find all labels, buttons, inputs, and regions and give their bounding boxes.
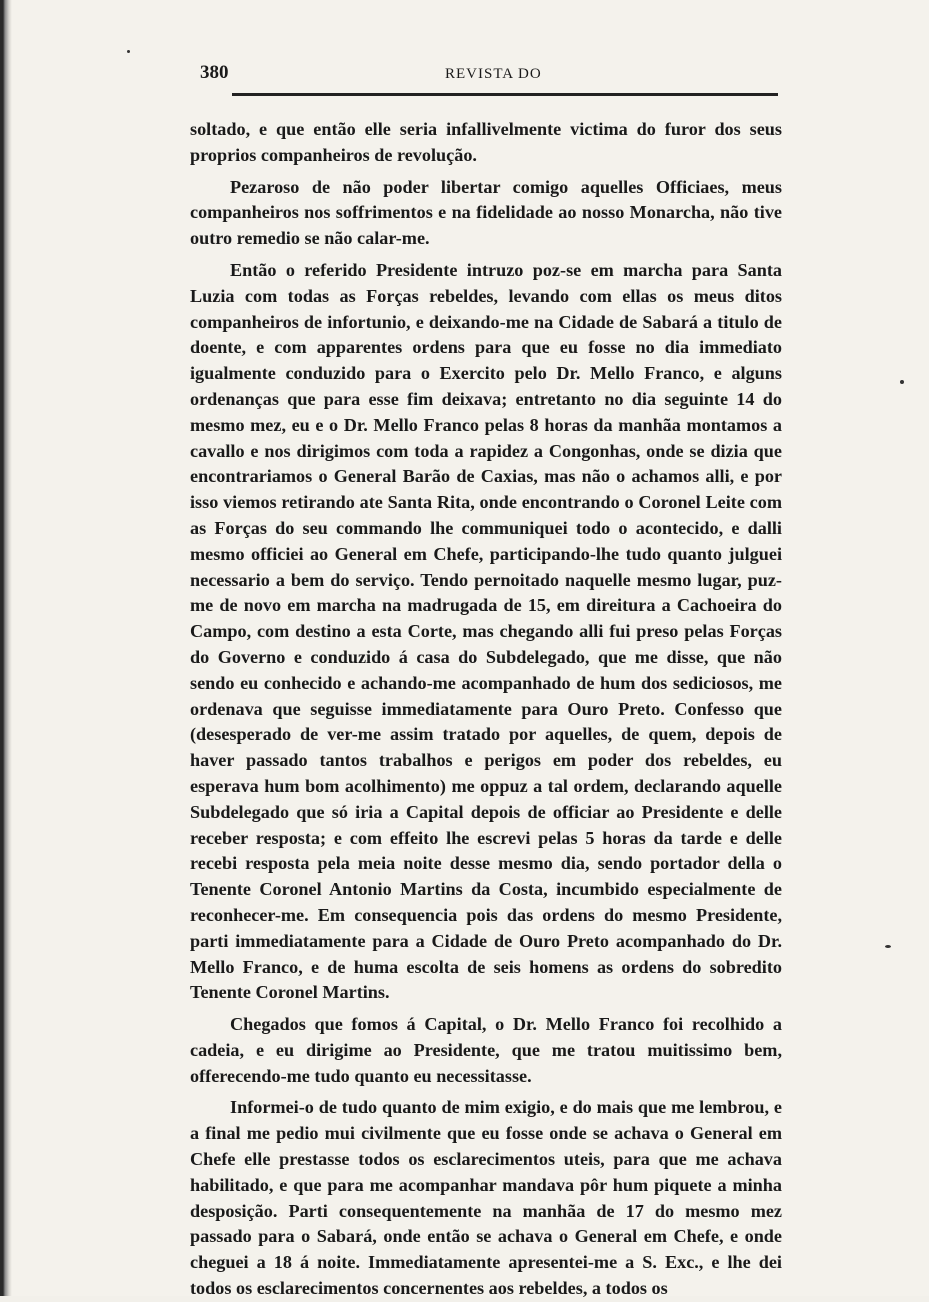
running-title: REVISTA DO xyxy=(445,66,542,82)
header-rule xyxy=(232,93,778,96)
paragraph: Pezaroso de não poder libertar comigo aquelles Officiaes, meus companheiros nos soffrimentos e na fidelidade ao nosso Monarcha, não tive outro remedio se não calar-me. xyxy=(190,176,782,249)
paragraph-continued: soltado, e que então elle seria infallivelmente victima do furor dos seus proprios companheiros de revolução. xyxy=(190,119,782,165)
scan-speck xyxy=(127,50,130,53)
scan-speck xyxy=(885,945,891,948)
paragraph: Chegados que fomos á Capital, o Dr. Mello Franco foi recolhido a cadeia, e eu dirigime ao Presidente, que me tratou muitissimo bem, offerecendo-me tudo quanto eu necessitasse. xyxy=(190,1014,782,1086)
body-text xyxy=(190,117,782,1299)
paragraph: Informei-o de tudo quanto de mim exigio, e do mais que me lembrou, e a final me pedio mui civilmente que eu fosse onde se achava o General em Chefe elle prestasse todos os esclarecimentos uteis, para que me achava habilitado, e que para me acompanhar mandava pôr hum piquete a minha desposição. Parti consequentemente na manhãa de 17 do mesmo mez passado para o Sabará, onde então se achava o General em Chefe, e onde cheguei a 18 á noite. Immediatamente apresentei-me a S. Exc., e lhe dei todos os esclarecimentos concernentes aos rebeldes, a todos os xyxy=(190,1097,782,1299)
binding-edge xyxy=(0,0,12,1296)
running-head xyxy=(200,62,780,92)
page-number: 380 xyxy=(200,62,229,83)
paragraph: Então o referido Presidente intruzo poz-se em marcha para Santa Luzia com todas as Forças rebeldes, levando com ellas os meus ditos companheiros de infortunio, e deixando-me na Cidade de Sabará a titulo de doente, e com apparentes ordens para que eu fosse no dia immediato igualmente conduzido para o Exercito pelo Dr. Mello Franco, e alguns ordenanças que para esse fim deixava; entretanto no dia seguinte 14 do mesmo mez, eu e o Dr. Mello Franco pelas 8 horas da manhãa montamos a cavallo e nos dirigimos com toda a rapidez a Congonhas, onde se dizia que encontrariamos o General Barão de Caxias, mas não o achamos alli, e por isso viemos retirando ate Santa Rita, onde encontrando o Coronel Leite com as Forças do seu commando lhe communiquei todo o acontecido, e dalli mesmo officiei ao General em Chefe, participando-lhe tudo quanto julguei necessario a bem do serviço. Tendo pernoitado naquelle mesmo lugar, puz-me de novo em marcha na madrugada de 15, em direitura a Cachoeira do Campo, com destino a esta Corte, mas chegando alli fui preso pelas Forças do Governo e conduzido á casa do Subdelegado, que me disse, que não sendo eu conhecido e achando-me acompanhado de hum dos sediciosos, me ordenava que seguisse immediatamente para Ouro Preto. Confesso que (desesperado de ver-me assim tratado por aquelles, de quem, depois de haver passado tantos trabalhos e perigos em poder dos rebeldes, eu esperava hum bom acolhimento) me oppuz a tal ordem, declarando aquelle Subdelegado que só iria a Capital depois de officiar ao Presidente e delle receber resposta; e com effeito lhe escrevi pelas 5 horas da tarde e delle recebi resposta pela meia noite desse mesmo dia, sendo portador della o Tenente Coronel Antonio Martins da Costa, incumbido especialmente de reconhecer-me. Em consequencia pois das ordens do mesmo Presidente, parti immediatamente para a Cidade de Ouro Preto acompanhado do Dr. Mello Franco, e de huma escolta de seis homens as ordens do sobredito Tenente Coronel Martins. xyxy=(190,259,782,1003)
scan-speck xyxy=(900,380,904,384)
